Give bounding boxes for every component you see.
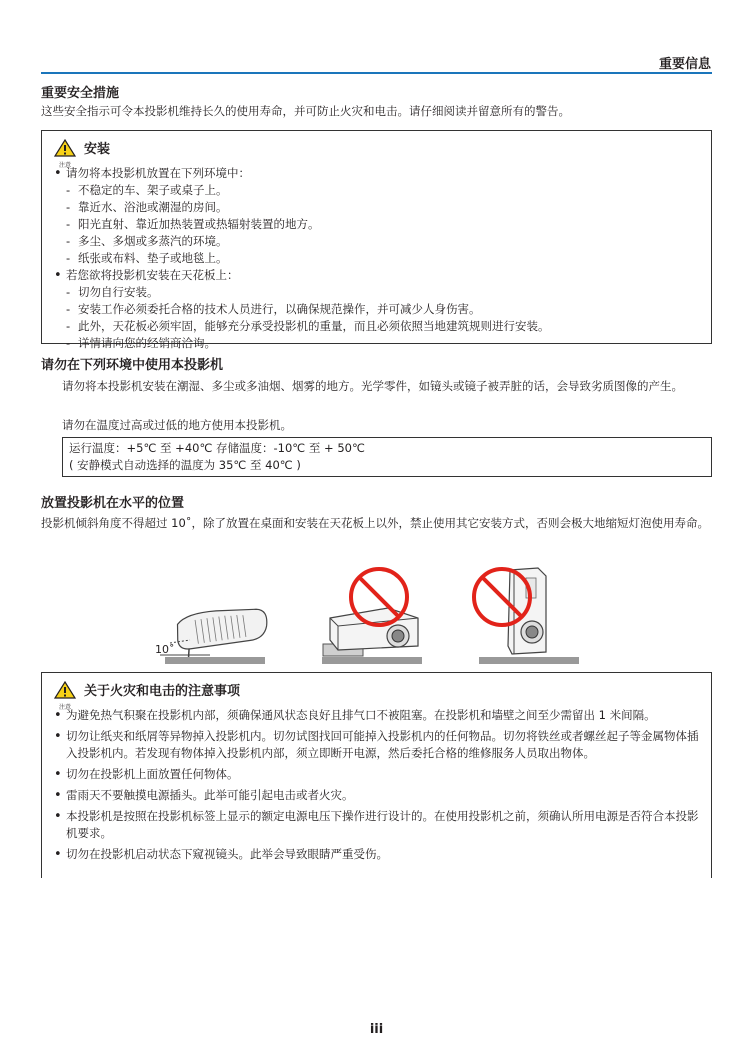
page-number: iii	[369, 1022, 384, 1037]
fire-item: • 切勿在投影机上面放置任何物体。	[52, 766, 699, 783]
section-title-level: 放置投影机在水平的位置	[41, 496, 185, 511]
install-item-text: 若您欲将投影机安装在天花板上：	[66, 268, 239, 282]
section-title-safety: 重要安全措施	[41, 86, 120, 101]
install-subitem: - 靠近水、浴池或潮湿的房间。	[66, 199, 701, 216]
install-item-text: 请勿将本投影机放置在下列环境中：	[66, 166, 250, 180]
prohibition-icon	[470, 565, 534, 629]
install-sublist	[52, 182, 701, 267]
prohibited-sign-2	[470, 565, 534, 629]
warning-triangle-icon	[54, 139, 76, 157]
env-paragraph-1: 请勿将本投影机安装在潮湿、多尘或多油烟、烟雾的地方。光学零件，如镜头或镜子被弄脏的话，会导致劣质图像的产生。	[62, 379, 683, 393]
fire-list	[52, 707, 699, 863]
install-sublist	[52, 284, 701, 352]
prohibited-sign-1	[347, 565, 411, 629]
floor-3	[479, 657, 579, 664]
temperature-line-1: 运行温度：+5℃ 至 +40℃ 存储温度：-10℃ 至 + 50℃	[69, 441, 365, 455]
fire-caution-title: 关于火灾和电击的注意事项	[84, 684, 241, 699]
install-subitem: - 多尘、多烟或多蒸汽的环境。	[66, 233, 701, 250]
install-list	[52, 165, 701, 352]
install-subitem: - 不稳定的车、架子或桌子上。	[66, 182, 701, 199]
fire-item: • 为避免热气积聚在投影机内部，须确保通风状态良好且排气口不被阻塞。在投影机和墙壁之间至少需留出 1 米间隔。	[52, 707, 699, 724]
caution-label: 注意	[58, 162, 71, 169]
install-subitem: - 详情请向您的经销商洽询。	[66, 335, 701, 352]
temperature-box	[62, 437, 712, 477]
install-item	[52, 165, 701, 267]
install-caution-title: 安装	[84, 142, 111, 157]
fire-item: • 本投影机是按照在投影机标签上显示的额定电源电压下操作进行设计的。在使用投影机之前，须确认所用电源是否符合本投影机要求。	[52, 808, 699, 842]
install-subitem: - 纸张或布料、垫子或地毯上。	[66, 250, 701, 267]
install-subitem: - 安装工作必须委托合格的技术人员进行，以确保规范操作，并可减少人身伤害。	[66, 301, 701, 318]
install-item	[52, 267, 701, 352]
prohibition-icon	[347, 565, 411, 629]
fire-caution-box	[41, 672, 712, 878]
warning-triangle-icon	[54, 681, 76, 699]
level-text: 投影机倾斜角度不得超过 10˚，除了放置在桌面和安装在天花板上以外，禁止使用其它安装方式，否则会极大地缩短灯泡使用寿命。	[41, 516, 710, 530]
header-rule	[41, 72, 712, 74]
floor-1	[165, 657, 265, 664]
install-subitem: - 阳光直射、靠近加热装置或热辐射装置的地方。	[66, 216, 701, 233]
caution-label: 注意	[58, 704, 71, 711]
fire-item: • 雷雨天不要触摸电源插头。此举可能引起电击或者火灾。	[52, 787, 699, 804]
install-subitem: - 此外，天花板必须牢固，能够充分承受投影机的重量，而且必须依照当地建筑规则进行安装。	[66, 318, 701, 335]
temperature-line-2: ( 安静模式自动选择的温度为 35℃ 至 40℃ )	[69, 458, 301, 472]
fire-item: • 切勿让纸夹和纸屑等异物掉入投影机内。切勿试图找回可能掉入投影机内的任何物品。切勿将铁丝或者螺丝起子等金属物体插入投影机内。若发现有物体掉入投影机内部，须立即断开电源，然后委托合格的维修服务人员取出物体。	[52, 728, 699, 762]
env-paragraph-2: 请勿在温度过高或过低的地方使用本投影机。	[62, 418, 292, 432]
fire-item: • 切勿在投影机启动状态下窥视镜头。此举会导致眼睛严重受伤。	[52, 846, 699, 863]
install-caution-box	[41, 130, 712, 350]
install-subitem: - 切勿自行安装。	[66, 284, 701, 301]
intro-text: 这些安全指示可令本投影机维持长久的使用寿命，并可防止火灾和电击。请仔细阅读并留意所有的警告。	[41, 104, 570, 118]
section-title-environment: 请勿在下列环境中使用本投影机	[41, 358, 224, 373]
tilt-angle-label: 10˚	[155, 643, 175, 656]
page-header-title: 重要信息	[658, 57, 711, 72]
floor-2	[322, 657, 422, 664]
